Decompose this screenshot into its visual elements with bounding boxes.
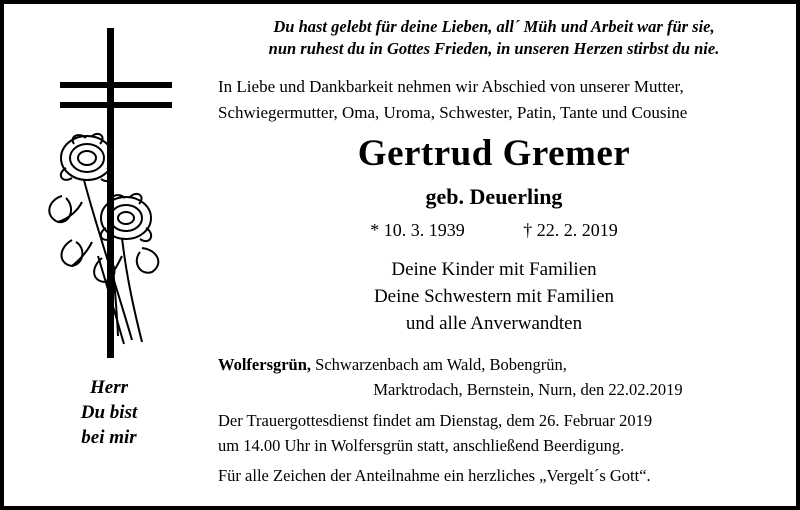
places-line-1 bbox=[218, 352, 798, 377]
service-line-2: um 14.00 Uhr in Wolfersgrün statt, anschließend Beerdigung. bbox=[218, 436, 625, 455]
places-line-1-rest: Schwarzenbach am Wald, Bobengrün, bbox=[311, 355, 567, 374]
places-line-2: Marktrodach, Bernstein, Nurn, den 22.02.2019 bbox=[373, 380, 683, 399]
cross-with-roses-icon bbox=[14, 10, 204, 370]
deceased-name: Gertrud Gremer bbox=[357, 133, 631, 174]
service-details bbox=[218, 408, 798, 458]
text-column bbox=[204, 4, 796, 506]
obituary-inner bbox=[4, 4, 796, 506]
mourners-line-2: Deine Schwestern mit Familien bbox=[373, 286, 615, 307]
thanks-note: Für alle Zeichen der Anteilnahme ein herzliches „Vergelt´s Gott“. bbox=[218, 466, 651, 485]
motto-line-1: Herr bbox=[90, 377, 128, 398]
illustration-column bbox=[14, 10, 204, 500]
deceased-maiden-name: geb. Deuerling bbox=[425, 184, 563, 209]
home-town: Wolfersgrün, bbox=[218, 355, 312, 374]
verse-line-1: Du hast gelebt für deine Lieben, all´ Müh und Arbeit war für sie, bbox=[273, 17, 715, 36]
intro-line-2: Schwiegermutter, Oma, Uroma, Schwester, Patin, Tante und Cousine bbox=[218, 103, 688, 122]
mourners-line-1: Deine Kinder mit Familien bbox=[391, 259, 597, 280]
motto-line-3: bei mir bbox=[81, 427, 137, 448]
intro-text bbox=[218, 74, 798, 126]
mourners-list bbox=[204, 256, 784, 337]
places-and-date bbox=[218, 352, 798, 402]
mourners-line-3: und alle Anverwandten bbox=[405, 313, 583, 334]
motto-text bbox=[14, 375, 204, 450]
birth-date: * 10. 3. 1939 bbox=[370, 220, 465, 240]
life-dates bbox=[204, 220, 784, 241]
memorial-verse bbox=[204, 16, 784, 60]
service-line-1: Der Trauergottesdienst findet am Dienstag, dem 26. Februar 2019 bbox=[218, 411, 653, 430]
death-date: † 22. 2. 2019 bbox=[523, 220, 618, 240]
motto-line-2: Du bist bbox=[80, 402, 138, 423]
intro-line-1: In Liebe und Dankbarkeit nehmen wir Abschied von unserer Mutter, bbox=[218, 77, 684, 96]
verse-line-2: nun ruhest du in Gottes Frieden, in unseren Herzen stirbst du nie. bbox=[268, 39, 720, 58]
